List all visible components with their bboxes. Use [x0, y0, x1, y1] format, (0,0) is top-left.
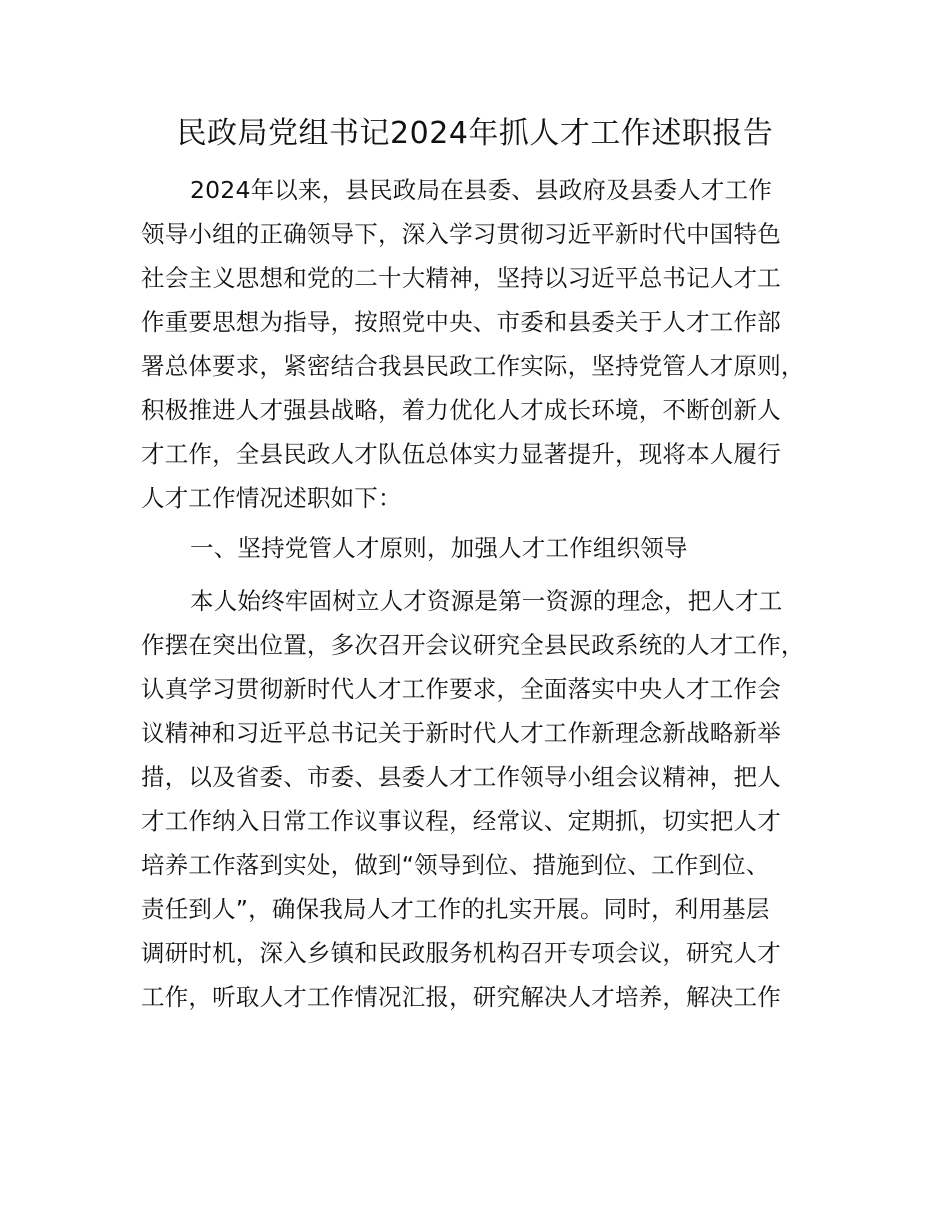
paragraph-line: 署总体要求，紧密结合我县民政工作实际，坚持党管人才原则，	[141, 352, 805, 380]
paragraph-line: 才工作，全县民政人才队伍总体实力显著提升，现将本人履行	[141, 440, 781, 468]
paragraph-line: 培养工作落到实处，做到“领导到位、措施到位、工作到位、	[141, 851, 770, 879]
paragraph-line: 2024年以来，县民政局在县委、县政府及县委人才工作	[190, 176, 773, 204]
section-heading: 一、坚持党管人才原则，加强人才工作组织领导	[190, 534, 688, 562]
paragraph-line: 作重要思想为指导，按照党中央、市委和县委关于人才工作部	[141, 308, 781, 336]
paragraph-line: 社会主义思想和党的二十大精神，坚持以习近平总书记人才工	[141, 264, 781, 292]
paragraph-line: 作摆在突出位置，多次召开会议研究全县民政系统的人才工作，	[141, 631, 805, 659]
paragraph-line: 调研时机，深入乡镇和民政服务机构召开专项会议，研究人才	[141, 939, 781, 967]
paragraph-line: 工作，听取人才工作情况汇报，研究解决人才培养，解决工作	[141, 983, 781, 1011]
paragraph-line: 积极推进人才强县战略，着力优化人才成长环境，不断创新人	[141, 396, 781, 424]
paragraph-line: 措，以及省委、市委、县委人才工作领导小组会议精神，把人	[141, 763, 781, 791]
document-title: 民政局党组书记2024年抓人才工作述职报告	[176, 116, 774, 151]
paragraph-line: 才工作纳入日常工作议事议程，经常议、定期抓，切实把人才	[141, 807, 781, 835]
paragraph-line: 本人始终牢固树立人才资源是第一资源的理念，把人才工	[190, 587, 783, 615]
paragraph-line: 人才工作情况述职如下：	[141, 484, 402, 512]
paragraph-line: 议精神和习近平总书记关于新时代人才工作新理念新战略新举	[141, 719, 781, 747]
paragraph-line: 领导小组的正确领导下，深入学习贯彻习近平新时代中国特色	[141, 220, 781, 248]
paragraph-line: 认真学习贯彻新时代人才工作要求，全面落实中央人才工作会	[141, 675, 781, 703]
paragraph-line: 责任到人”，确保我局人才工作的扎实开展。同时，利用基层	[141, 895, 770, 923]
